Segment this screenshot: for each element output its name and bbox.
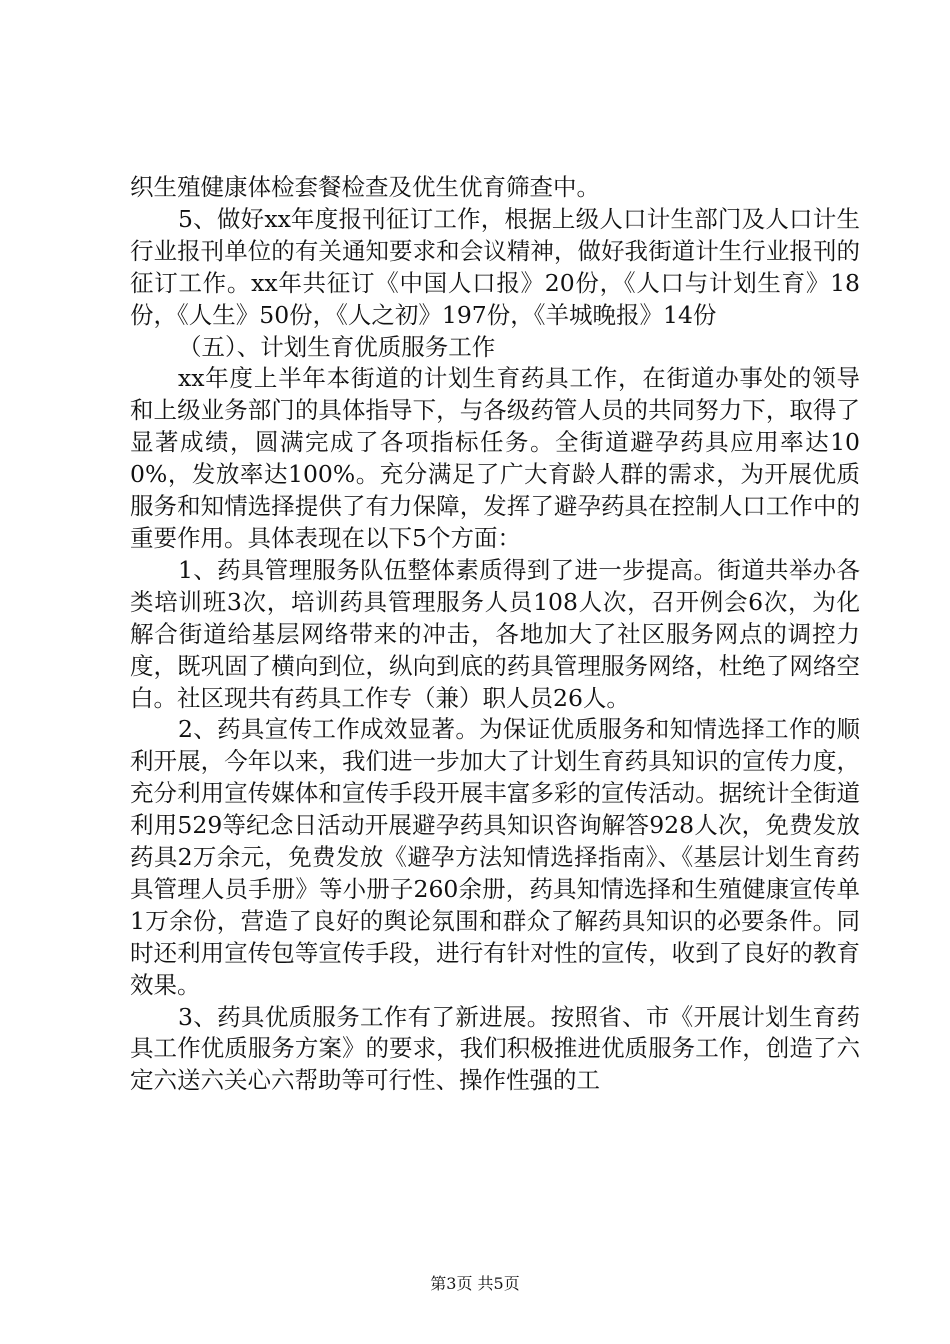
paragraph-continuation: 织生殖健康体检套餐检查及优生优育筛查中。 — [130, 173, 600, 201]
document-body — [130, 172, 860, 1097]
paragraph-item-2: 2、药具宣传工作成效显著。为保证优质服务和知情选择工作的顺利开展，今年以来，我们进一步加大了计划生育药具知识的宣传力度，充分利用宣传媒体和宣传手段开展丰富多彩的宣传活动。据统计全街道利用529等纪念日活动开展避孕药具知识咨询解答928人次，免费发放药具2万余元，免费发放《避孕方法知情选择指南》、《基层计划生育药具管理人员手册》等小册子260余册，药具知情选择和生殖健康宣传单1万余份，营造了良好的舆论氛围和群众了解药具知识的必要条件。同时还利用宣传包等宣传手段，进行有针对性的宣传，收到了良好的教育效果。 — [130, 715, 860, 999]
paragraph-item-3: 3、药具优质服务工作有了新进展。按照省、市《开展计划生育药具工作优质服务方案》的要求，我们积极推进优质服务工作，创造了六定六送六关心六帮助等可行性、操作性强的工 — [130, 1002, 860, 1095]
page-footer: 第3页 共5页 — [430, 1274, 520, 1293]
paragraph-intro: xx年度上半年本街道的计划生育药具工作，在街道办事处的领导和上级业务部门的具体指导下，与各级药管人员的共同努力下，取得了显著成绩，圆满完成了各项指标任务。全街道避孕药具应用率达100%，发放率达100%。充分满足了广大育龄人群的需求，为开展优质服务和知情选择提供了有力保障，发挥了避孕药具在控制人口工作中的重要作用。具体表现在以下5个方面： — [130, 364, 860, 552]
paragraph-item-5: 5、做好xx年度报刊征订工作，根据上级人口计生部门及人口计生行业报刊单位的有关通知要求和会议精神，做好我街道计生行业报刊的征订工作。xx年共征订《中国人口报》20份，《人口与计划生育》18份，《人生》50份，《人之初》197份，《羊城晚报》14份 — [130, 204, 860, 329]
section-heading: （五）、计划生育优质服务工作 — [178, 332, 496, 361]
paragraph-item-1: 1、药具管理服务队伍整体素质得到了进一步提高。街道共举办各类培训班3次，培训药具管理服务人员108人次，召开例会6次，为化解合街道给基层网络带来的冲击，各地加大了社区服务网点的调控力度，既巩固了横向到位，纵向到底的药具管理服务网络，杜绝了网络空白。社区现共有药具工作专（兼）职人员26人。 — [130, 555, 860, 712]
